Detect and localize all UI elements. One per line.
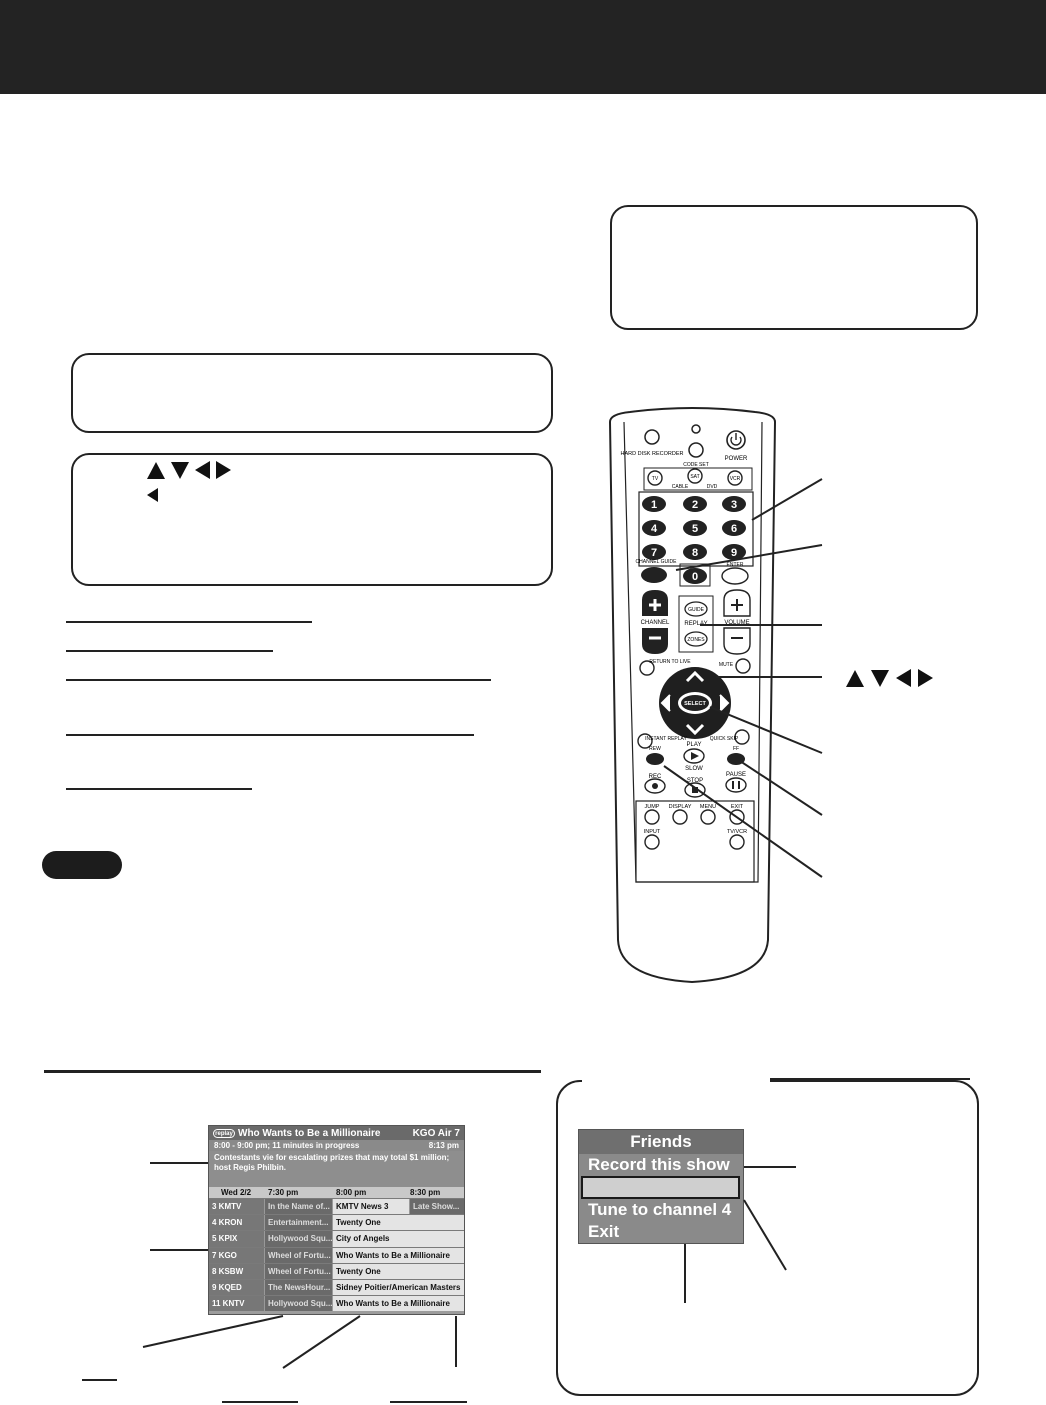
hard-disk-label: HARD DISK RECORDER (620, 451, 684, 457)
guide-program-cell: Who Wants to Be a Millionaire (332, 1296, 464, 1311)
return-to-live-label: RETURN TO LIVE (649, 659, 691, 665)
channel-guide-button[interactable] (641, 567, 667, 583)
guide-slot: 7:30 pm (268, 1188, 299, 1197)
note-badge (42, 851, 122, 879)
guide-channel-cell: 11 KNTV (209, 1296, 264, 1311)
guide-program-cell: Twenty One (332, 1215, 464, 1230)
tv-label: TV (651, 476, 659, 482)
menu-label: MENU (699, 804, 717, 810)
quick-skip-label: QUICK SKIP (709, 736, 739, 742)
digit-label: 7 (650, 547, 658, 559)
guide-row[interactable] (209, 1214, 464, 1230)
guide-time-header (209, 1187, 464, 1198)
rec-label: REC (648, 774, 662, 780)
guide-date: Wed 2/2 (221, 1188, 252, 1197)
up-arrow-icon (147, 462, 165, 479)
guide-program-cell: Wheel of Fortu... (264, 1248, 332, 1263)
guide-subheader (209, 1140, 464, 1151)
guide-screen (208, 1125, 465, 1315)
guide-current-time: 8:13 pm (428, 1141, 459, 1150)
tv-vcr-label: TV/VCR (726, 829, 748, 835)
pause-label: PAUSE (726, 772, 746, 778)
vcr-label: VCR (729, 476, 741, 482)
underline-3 (66, 679, 491, 681)
digit-label: 6 (730, 523, 738, 535)
section-rule (44, 1070, 541, 1073)
stop-icon (692, 787, 698, 793)
guide-row[interactable] (209, 1263, 464, 1279)
guide-program-cell: Who Wants to Be a Millionaire (332, 1248, 464, 1263)
rewind-button[interactable] (646, 753, 664, 765)
digit-label: 8 (691, 547, 699, 559)
display-label: DISPLAY (668, 804, 692, 810)
digit-label: 1 (650, 499, 658, 511)
options-menu (578, 1129, 744, 1244)
exit-label: EXIT (730, 804, 744, 810)
underline-2 (66, 650, 273, 652)
guide-title-bar (209, 1126, 464, 1140)
dvd-label: DVD (706, 484, 718, 490)
guide-row[interactable] (209, 1230, 464, 1246)
guide-program-cell: The NewsHour... (264, 1280, 332, 1295)
guide-channel-cell: 3 KMTV (209, 1199, 264, 1214)
guide-program-cell: In the Name of... (264, 1199, 332, 1214)
guide-channel-cell: 4 KRON (209, 1215, 264, 1230)
digit-label: 9 (730, 547, 738, 559)
guide-row[interactable] (209, 1247, 464, 1263)
header-bar (0, 0, 1046, 94)
arrow-keys-row (147, 461, 231, 479)
guide-slot: 8:00 pm (336, 1188, 367, 1197)
underline-4 (66, 734, 474, 736)
input-label: INPUT (643, 829, 661, 835)
mute-label: MUTE (718, 662, 734, 668)
underline-5 (66, 788, 252, 790)
guide-channel-cell: 9 KQED (209, 1280, 264, 1295)
replay-logo-icon: replay (213, 1129, 235, 1138)
menu-panel-notch (582, 1074, 770, 1088)
power-label: POWER (724, 456, 748, 462)
guide-row[interactable] (209, 1295, 464, 1311)
enter-label: ENTER (726, 562, 744, 568)
options-menu-title: Friends (579, 1130, 743, 1154)
guide-description: Contestants vie for escalating prizes that may total $1 million; host Regis Philbin. (209, 1151, 464, 1187)
guide-slot: 8:30 pm (410, 1188, 441, 1197)
menu-item-exit[interactable]: Exit (588, 1222, 620, 1241)
right-arrow-icon (918, 669, 933, 687)
guide-channel: KGO Air 7 (412, 1127, 460, 1139)
guide-program-cell: Twenty One (332, 1264, 464, 1279)
digit-label: 5 (691, 523, 699, 535)
guide-rows (209, 1198, 464, 1311)
menu-item-tune[interactable]: Tune to channel 4 (588, 1200, 732, 1219)
remote-control (600, 400, 785, 990)
play-label: PLAY (686, 742, 702, 748)
instant-replay-label: INSTANT REPLAY (645, 736, 687, 742)
guide-program-cell: Sidney Poitier/American Masters (332, 1280, 464, 1295)
channel-guide-label: CHANNEL GUIDE (635, 559, 677, 565)
cable-label: CABLE (671, 484, 689, 490)
left-arrow-icon (896, 669, 911, 687)
jump-label: JUMP (644, 804, 660, 810)
instruction-box-2 (71, 453, 553, 586)
guide-show-title: Who Wants to Be a Millionaire (238, 1127, 381, 1139)
guide-program-cell: KMTV News 3 (332, 1199, 409, 1214)
right-arrow-icon (216, 461, 231, 479)
guide-program-cell: Wheel of Fortu... (264, 1264, 332, 1279)
guide-program-cell: City of Angels (332, 1231, 464, 1246)
guide-program-cell: Hollywood Squ... (264, 1231, 332, 1246)
nav-arrows-callout (846, 669, 933, 687)
menu-panel-rule (770, 1078, 970, 1080)
guide-program-cell: Hollywood Squ... (264, 1296, 332, 1311)
guide-program-cell: Entertainment... (264, 1215, 332, 1230)
instruction-box-1 (71, 353, 553, 433)
left-arrow-icon (147, 488, 158, 502)
guide-label: GUIDE (688, 607, 704, 613)
down-arrow-icon (871, 670, 889, 687)
left-arrow-icon (195, 461, 210, 479)
select-label: SELECT (684, 701, 706, 707)
guide-channel-cell: 7 KGO (209, 1248, 264, 1263)
down-arrow-icon (171, 462, 189, 479)
menu-item-selected[interactable] (581, 1176, 740, 1199)
guide-program-cell: Late Show... (409, 1199, 464, 1214)
underline-1 (66, 621, 312, 623)
left-arrow-row (147, 488, 158, 502)
guide-time-range: 8:00 - 9:00 pm; 11 minutes in progress (214, 1141, 360, 1150)
sat-label: SAT (690, 474, 700, 480)
number-pad (642, 496, 746, 560)
guide-row[interactable] (209, 1279, 464, 1295)
slow-label: SLOW (685, 766, 703, 772)
stop-label: STOP (686, 778, 704, 784)
digit-label: 2 (691, 499, 699, 511)
digit-label: 3 (730, 499, 738, 511)
volume-label: VOLUME (724, 620, 750, 626)
guide-row[interactable] (209, 1198, 464, 1214)
code-set-label: CODE SET (683, 462, 709, 468)
tip-box (610, 205, 978, 330)
digit-label: 4 (650, 523, 658, 535)
menu-item-record[interactable]: Record this show (588, 1155, 730, 1174)
guide-channel-cell: 5 KPIX (209, 1231, 264, 1246)
record-icon (652, 783, 658, 789)
ff-label: FF (732, 746, 740, 752)
channel-down-button[interactable] (642, 628, 668, 654)
up-arrow-icon (846, 670, 864, 687)
digit-label: 0 (691, 571, 699, 583)
channel-label: CHANNEL (640, 620, 670, 626)
fast-forward-button[interactable] (727, 753, 745, 765)
zones-label: ZONES (687, 637, 705, 643)
rew-label: REW (649, 746, 661, 752)
guide-channel-cell: 8 KSBW (209, 1264, 264, 1279)
replay-label: REPLAY (684, 621, 708, 627)
